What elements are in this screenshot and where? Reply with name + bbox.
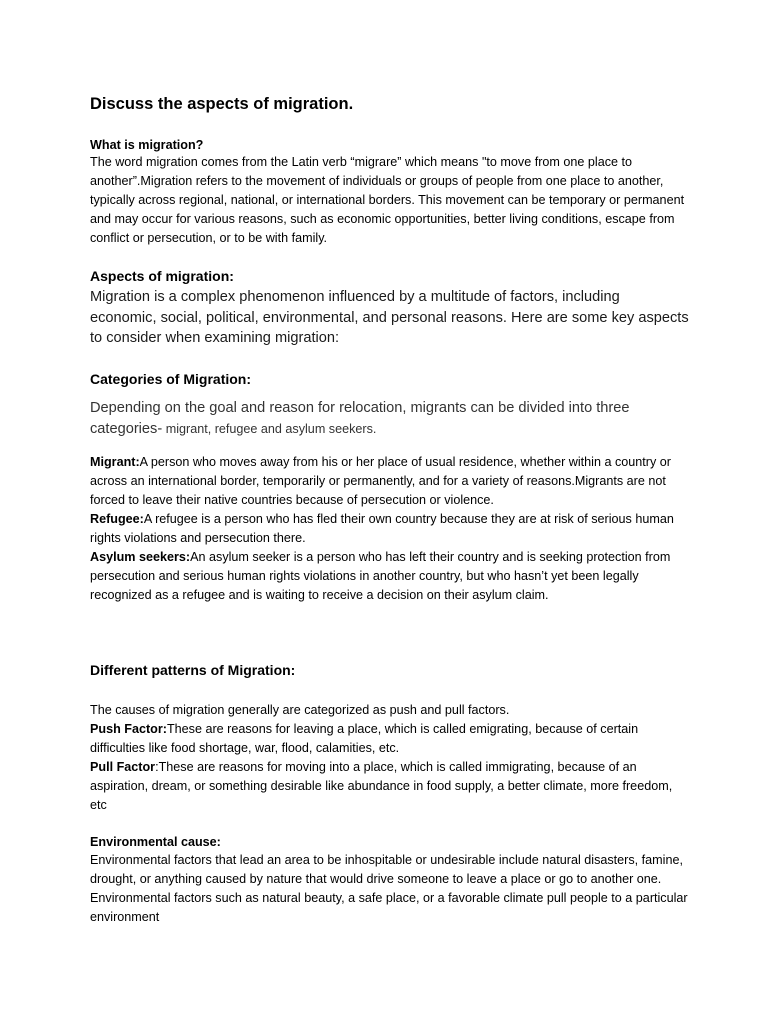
definition-term: Asylum seekers: — [90, 550, 191, 564]
definition-asylum-seekers — [90, 548, 690, 605]
categories-intro-main: Depending on the goal and reason for relocation, migrants can be divided into three categories- — [90, 400, 630, 437]
what-is-migration-body: The word migration comes from the Latin verb “migrare” which means "to move from one place to another”.Migration refers to the movement of individuals or groups of people from one place to another, typically across regional, national, or international borders. This movement can be temporary or permanent and may occur for various reasons, such as economic opportunities, better living conditions, escape from conflict or persecution, or to be with family. — [90, 155, 685, 245]
definition-refugee — [90, 510, 690, 548]
definition-text: A refugee is a person who has fled their own country because they are at risk of serious human rights violations and persecution there. — [90, 512, 674, 545]
factor-term: Push Factor: — [90, 722, 167, 736]
environmental-body: Environmental factors that lead an area to be inhospitable or undesirable include natural disasters, famine, drought, or anything caused by nature that would drive someone to leave a place or go to another one. Environmental factors such as natural beauty, a safe place, or a favorable climate pull people to a particular environment — [90, 853, 688, 924]
categories-intro-tail: migrant, refugee and asylum seekers. — [162, 422, 377, 436]
definition-text: An asylum seeker is a person who has left their country and is seeking protection from persecution and serious human rights violations in another country, but who hasn’t yet been legally recognized as a refugee and is waiting to receive a decision on their asylum claim. — [90, 550, 671, 602]
definition-text: A person who moves away from his or her place of usual residence, whether within a country or across an international border, temporarily or permanently, and for a variety of reasons.Migrants are not forced to leave their native countries because of persecution or violence. — [90, 455, 671, 507]
definition-term: Refugee: — [90, 512, 144, 526]
definitions-list — [90, 453, 690, 605]
definition-migrant — [90, 453, 690, 510]
factor-term: Pull Factor — [90, 760, 156, 774]
what-is-migration-heading: What is migration? — [90, 138, 204, 152]
pull-factor — [90, 758, 690, 815]
categories-heading: Categories of Migration: — [90, 371, 252, 387]
categories-intro — [90, 398, 690, 440]
aspects-body: Migration is a complex phenomenon influenced by a multitude of factors, including economic, social, political, environmental, and personal reasons. Here are some key aspects to consider when examining migration: — [90, 289, 689, 346]
patterns-content — [90, 701, 690, 815]
push-factor — [90, 720, 690, 758]
patterns-intro: The causes of migration generally are categorized as push and pull factors. — [90, 703, 510, 717]
factor-text: :These are reasons for moving into a place, which is called immigrating, because of an aspiration, dream, or something desirable like abundance in food supply, a better climate, more freedom, etc — [90, 760, 673, 812]
factor-text: These are reasons for leaving a place, which is called emigrating, because of certain difficulties like food shortage, war, flood, calamities, etc. — [90, 722, 639, 755]
definition-term: Migrant: — [90, 455, 140, 469]
patterns-heading: Different patterns of Migration: — [90, 662, 296, 678]
aspects-heading: Aspects of migration: — [90, 268, 234, 284]
document-title: Discuss the aspects of migration. — [90, 95, 354, 113]
environmental-heading: Environmental cause: — [90, 835, 221, 849]
